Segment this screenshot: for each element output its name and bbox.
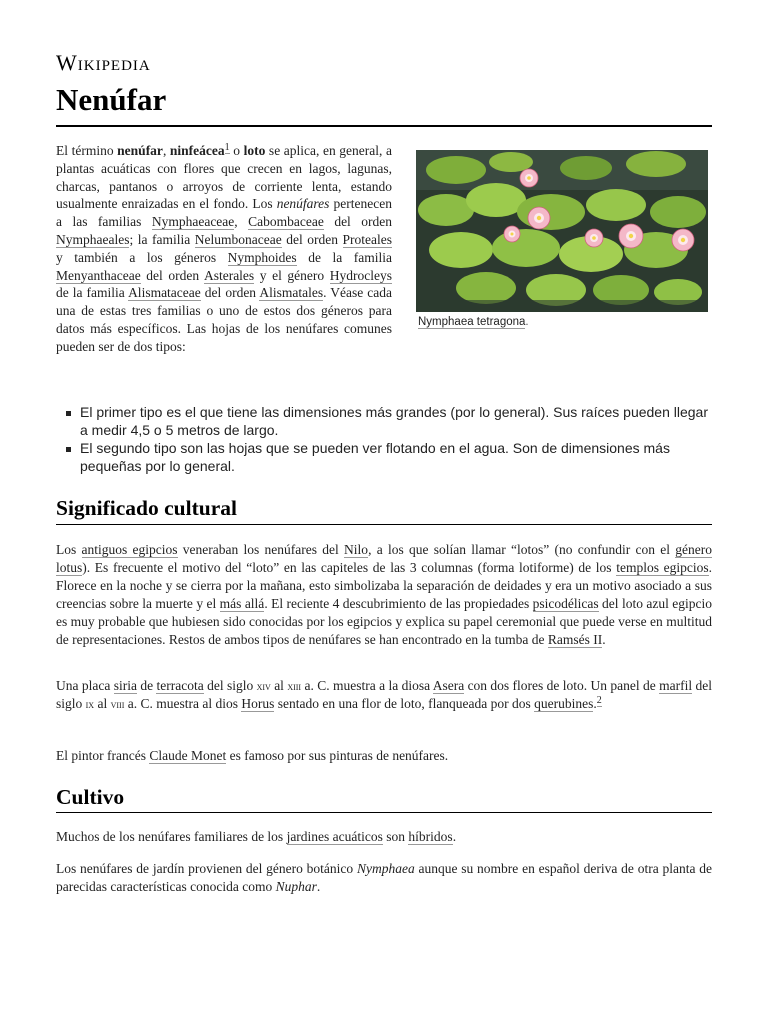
- article-link[interactable]: Hydrocleys: [329, 267, 392, 283]
- wikipedia-logo[interactable]: Wikipedia: [56, 50, 151, 75]
- leaf-types-list: [56, 404, 712, 476]
- article-link[interactable]: Cabombaceae: [248, 214, 324, 230]
- caption-link[interactable]: Nymphaea tetragona: [418, 316, 526, 328]
- article-link[interactable]: Asera: [432, 678, 465, 693]
- intro-paragraph: El término nenúfar, ninfeácea$^1$ o loto se aplica, en general, a plantas acuáticas con flores que crecen en lagos, lagunas, charcas, pantanos o arroyos de corriente lenta, estando usualmente enraizadas en el fondo. Los nenúfares pertenecen a las familias Nymphaeaceae, Cabombaceae del orden Nymphaeales; la familia Nelumbonaceae del orden Proteales y también a los géneros Nymphoides de la familia Menyanthaceae del orden Asterales y el género Hydrocleys de la familia Alismataceae del orden Alismatales. Véase cada una de estas tres familias o uno de estos dos géneros para datos más específicos. Las hojas de los nenúfares comunes pueden ser de dos tipos:: [56, 141, 393, 354]
- article-link[interactable]: Nilo: [344, 542, 369, 557]
- page-title: Nenúfar: [56, 82, 167, 117]
- article-link[interactable]: Claude Monet: [149, 748, 227, 763]
- article-link[interactable]: Nymphoides: [227, 249, 297, 265]
- article-link[interactable]: Proteales: [342, 231, 392, 247]
- water-lily-image[interactable]: [416, 150, 708, 312]
- article-link[interactable]: híbridos: [408, 829, 453, 844]
- list-item: El primer tipo es el que tiene las dimensiones más grandes (por lo general). Sus raíces pueden llegar a medir 4,5 o 5 metros de largo.: [56, 404, 712, 439]
- article-link[interactable]: género lotus: [56, 542, 713, 575]
- article-link[interactable]: Nymphaeales: [56, 231, 130, 247]
- article-link[interactable]: marfil: [659, 678, 693, 693]
- section-heading-cultivo: Cultivo: [56, 785, 125, 809]
- article-link[interactable]: terracota: [156, 678, 204, 693]
- article-link[interactable]: Alismatales: [259, 285, 324, 301]
- article-link[interactable]: más allá: [219, 596, 265, 611]
- article-link[interactable]: Alismataceae: [128, 285, 201, 301]
- section-heading-significado: Significado cultural: [56, 496, 237, 520]
- intro-section: [56, 142, 712, 356]
- thumbnail-figure: [416, 150, 712, 328]
- bullet-icon: [66, 411, 71, 416]
- article-link[interactable]: Asterales: [203, 267, 255, 283]
- article-link[interactable]: Ramsés II: [547, 632, 603, 647]
- cultural-paragraph-3: El pintor francés Claude Monet es famoso por sus pinturas de nenúfares.: [56, 748, 449, 763]
- article-link[interactable]: Horus: [241, 696, 275, 711]
- image-caption: Nymphaea tetragona.: [418, 316, 529, 328]
- cultural-paragraph-1: Los antiguos egipcios veneraban los nenúfares del Nilo, a los que solían llamar “lotos” (no confundir con el género lotus). Es frecuente el motivo del “loto” en las capiteles de las 3 columnas (forma lotiforme) de los templos egipcios. Florece en la noche y se cierra por la mañana, esto simbolizaba la separación de deidades y era un motivo asociado a sus creencias sobre la muerte y el más allá. El reciente 4 descubrimiento de las propiedades psicodélicas del loto azul egipcio es muy probable que hubiesen sido conocidas por los egipcios y explica su papel ceremonial que puede verse en multitud de representaciones. Restos de ambos tipos de nenúfares se han encontrado en la tumba de Ramsés II.: [56, 542, 713, 647]
- article-link[interactable]: templos egipcios: [616, 560, 709, 575]
- list-item: El segundo tipo son las hojas que se pueden ver flotando en el agua. Son de dimensiones más pequeñas por lo general.: [56, 440, 712, 475]
- cultural-paragraph-2: Una placa siria de terracota del siglo xiv al xiii a. C. muestra a la diosa Asera con dos flores de loto. Un panel de marfil del siglo ix al viii a. C. muestra al dios Horus sentado en una flor de loto, flanqueada por dos querubines.$^2$: [56, 678, 713, 711]
- bullet-icon: [66, 447, 71, 452]
- article-link[interactable]: Menyanthaceae: [56, 267, 141, 283]
- reference-link[interactable]: 2: [596, 694, 602, 706]
- article-link[interactable]: querubines: [534, 696, 594, 711]
- cultivo-paragraph-1: Muchos de los nenúfares familiares de los jardines acuáticos son híbridos.: [56, 829, 457, 844]
- reference-link[interactable]: 1: [224, 141, 230, 153]
- section-divider: [56, 812, 712, 813]
- article-link[interactable]: psicodélicas: [532, 596, 599, 611]
- article-link[interactable]: jardines acuáticos: [286, 829, 383, 844]
- article-link[interactable]: antiguos egipcios: [81, 542, 178, 557]
- section-divider: [56, 524, 712, 525]
- title-divider: [56, 125, 712, 127]
- article-link[interactable]: siria: [113, 678, 137, 693]
- cultivo-paragraph-2: Los nenúfares de jardín provienen del género botánico Nymphaea aunque su nombre en español deriva de otra planta de parecidas características conocida como Nuphar.: [56, 861, 712, 894]
- article-link[interactable]: Nymphaeaceae: [151, 214, 235, 230]
- article-link[interactable]: Nelumbonaceae: [194, 231, 282, 247]
